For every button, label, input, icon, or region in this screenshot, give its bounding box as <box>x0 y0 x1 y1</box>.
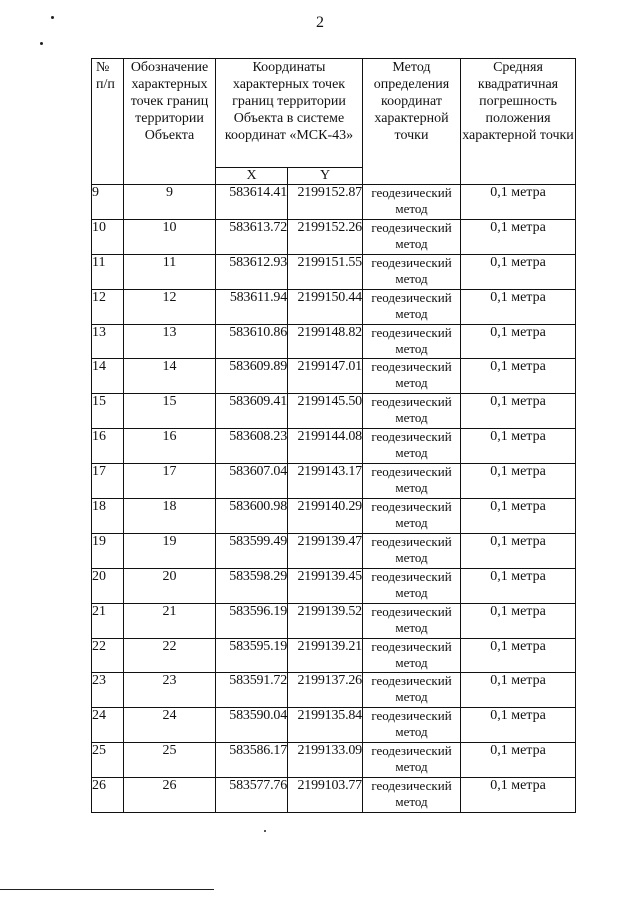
table-row <box>92 743 576 778</box>
table-row <box>92 219 576 254</box>
cell-x-coordinate: 583609.89 <box>216 359 288 394</box>
cell-x-coordinate: 583609.41 <box>216 394 288 429</box>
table-row <box>92 429 576 464</box>
cell-designation: 10 <box>124 219 216 254</box>
cell-method: геодезический метод <box>363 603 461 638</box>
cell-method: геодезический метод <box>363 185 461 220</box>
cell-number: 12 <box>92 289 124 324</box>
cell-error: 0,1 метра <box>461 778 576 813</box>
cell-y-coordinate: 2199147.01 <box>288 359 363 394</box>
cell-method: геодезический метод <box>363 743 461 778</box>
cell-error: 0,1 метра <box>461 289 576 324</box>
cell-x-coordinate: 583611.94 <box>216 289 288 324</box>
scan-speck <box>40 42 43 45</box>
cell-method: геодезический метод <box>363 499 461 534</box>
table-row <box>92 394 576 429</box>
cell-y-coordinate: 2199139.47 <box>288 533 363 568</box>
cell-y-coordinate: 2199152.26 <box>288 219 363 254</box>
cell-method: геодезический метод <box>363 708 461 743</box>
cell-method: геодезический метод <box>363 429 461 464</box>
cell-method: геодезический метод <box>363 778 461 813</box>
cell-number: 20 <box>92 568 124 603</box>
table-row <box>92 359 576 394</box>
cell-designation: 9 <box>124 185 216 220</box>
cell-error: 0,1 метра <box>461 673 576 708</box>
cell-error: 0,1 метра <box>461 359 576 394</box>
cell-designation: 12 <box>124 289 216 324</box>
cell-x-coordinate: 583613.72 <box>216 219 288 254</box>
table-row <box>92 464 576 499</box>
cell-y-coordinate: 2199135.84 <box>288 708 363 743</box>
cell-x-coordinate: 583596.19 <box>216 603 288 638</box>
cell-number: 9 <box>92 185 124 220</box>
table-row <box>92 603 576 638</box>
cell-number: 17 <box>92 464 124 499</box>
table-row <box>92 533 576 568</box>
cell-y-coordinate: 2199150.44 <box>288 289 363 324</box>
cell-error: 0,1 метра <box>461 708 576 743</box>
cell-designation: 15 <box>124 394 216 429</box>
header-coordinates: Координаты характерных точек границ территории Объекта в системе координат «МСК-43» <box>216 59 363 168</box>
cell-x-coordinate: 583598.29 <box>216 568 288 603</box>
header-error: Средняя квадратичная погрешность положения характерной точки <box>461 59 576 185</box>
cell-designation: 26 <box>124 778 216 813</box>
cell-x-coordinate: 583591.72 <box>216 673 288 708</box>
cell-y-coordinate: 2199152.87 <box>288 185 363 220</box>
header-method: Метод определения координат характерной точки <box>363 59 461 185</box>
cell-y-coordinate: 2199103.77 <box>288 778 363 813</box>
cell-number: 10 <box>92 219 124 254</box>
cell-x-coordinate: 583608.23 <box>216 429 288 464</box>
cell-method: геодезический метод <box>363 533 461 568</box>
header-x: X <box>216 168 288 185</box>
cell-y-coordinate: 2199143.17 <box>288 464 363 499</box>
cell-error: 0,1 метра <box>461 394 576 429</box>
cell-number: 18 <box>92 499 124 534</box>
cell-method: геодезический метод <box>363 324 461 359</box>
cell-designation: 20 <box>124 568 216 603</box>
cell-x-coordinate: 583599.49 <box>216 533 288 568</box>
cell-number: 26 <box>92 778 124 813</box>
table-row <box>92 185 576 220</box>
cell-y-coordinate: 2199148.82 <box>288 324 363 359</box>
cell-x-coordinate: 583577.76 <box>216 778 288 813</box>
cell-error: 0,1 метра <box>461 638 576 673</box>
header-number: № п/п <box>92 59 124 185</box>
cell-number: 15 <box>92 394 124 429</box>
cell-designation: 11 <box>124 254 216 289</box>
cell-method: геодезический метод <box>363 254 461 289</box>
cell-error: 0,1 метра <box>461 568 576 603</box>
cell-method: геодезический метод <box>363 673 461 708</box>
cell-number: 23 <box>92 673 124 708</box>
cell-x-coordinate: 583607.04 <box>216 464 288 499</box>
table-row <box>92 778 576 813</box>
cell-x-coordinate: 583612.93 <box>216 254 288 289</box>
cell-number: 22 <box>92 638 124 673</box>
table-row <box>92 289 576 324</box>
cell-number: 13 <box>92 324 124 359</box>
cell-y-coordinate: 2199139.52 <box>288 603 363 638</box>
cell-y-coordinate: 2199139.45 <box>288 568 363 603</box>
cell-x-coordinate: 583600.98 <box>216 499 288 534</box>
cell-x-coordinate: 583610.86 <box>216 324 288 359</box>
cell-designation: 18 <box>124 499 216 534</box>
cell-error: 0,1 метра <box>461 533 576 568</box>
table-row <box>92 499 576 534</box>
table-row <box>92 254 576 289</box>
cell-method: геодезический метод <box>363 568 461 603</box>
cell-number: 24 <box>92 708 124 743</box>
cell-y-coordinate: 2199140.29 <box>288 499 363 534</box>
cell-number: 11 <box>92 254 124 289</box>
cell-error: 0,1 метра <box>461 429 576 464</box>
cell-designation: 17 <box>124 464 216 499</box>
cell-y-coordinate: 2199145.50 <box>288 394 363 429</box>
cell-designation: 13 <box>124 324 216 359</box>
cell-error: 0,1 метра <box>461 219 576 254</box>
header-designation: Обозначение характерных точек границ территории Объекта <box>124 59 216 185</box>
cell-error: 0,1 метра <box>461 324 576 359</box>
cell-number: 25 <box>92 743 124 778</box>
cell-x-coordinate: 583586.17 <box>216 743 288 778</box>
cell-error: 0,1 метра <box>461 499 576 534</box>
cell-designation: 19 <box>124 533 216 568</box>
footnote-separator <box>0 889 214 890</box>
table-row <box>92 708 576 743</box>
table-row <box>92 673 576 708</box>
coordinates-table <box>91 58 576 813</box>
cell-y-coordinate: 2199137.26 <box>288 673 363 708</box>
cell-y-coordinate: 2199144.08 <box>288 429 363 464</box>
cell-x-coordinate: 583614.41 <box>216 185 288 220</box>
cell-method: геодезический метод <box>363 219 461 254</box>
cell-error: 0,1 метра <box>461 464 576 499</box>
table-row <box>92 638 576 673</box>
cell-number: 19 <box>92 533 124 568</box>
cell-number: 16 <box>92 429 124 464</box>
cell-method: геодезический метод <box>363 289 461 324</box>
cell-designation: 23 <box>124 673 216 708</box>
table-row <box>92 568 576 603</box>
page-number: 2 <box>316 14 324 31</box>
cell-designation: 22 <box>124 638 216 673</box>
cell-designation: 25 <box>124 743 216 778</box>
cell-error: 0,1 метра <box>461 185 576 220</box>
cell-y-coordinate: 2199139.21 <box>288 638 363 673</box>
cell-designation: 14 <box>124 359 216 394</box>
header-y: Y <box>288 168 363 185</box>
cell-designation: 21 <box>124 603 216 638</box>
cell-error: 0,1 метра <box>461 743 576 778</box>
cell-number: 21 <box>92 603 124 638</box>
cell-method: геодезический метод <box>363 638 461 673</box>
cell-method: геодезический метод <box>363 464 461 499</box>
table-row <box>92 324 576 359</box>
scan-speck <box>264 830 266 832</box>
cell-y-coordinate: 2199133.09 <box>288 743 363 778</box>
cell-method: геодезический метод <box>363 394 461 429</box>
cell-x-coordinate: 583595.19 <box>216 638 288 673</box>
cell-error: 0,1 метра <box>461 603 576 638</box>
cell-x-coordinate: 583590.04 <box>216 708 288 743</box>
cell-designation: 16 <box>124 429 216 464</box>
cell-designation: 24 <box>124 708 216 743</box>
cell-number: 14 <box>92 359 124 394</box>
cell-y-coordinate: 2199151.55 <box>288 254 363 289</box>
cell-error: 0,1 метра <box>461 254 576 289</box>
cell-method: геодезический метод <box>363 359 461 394</box>
